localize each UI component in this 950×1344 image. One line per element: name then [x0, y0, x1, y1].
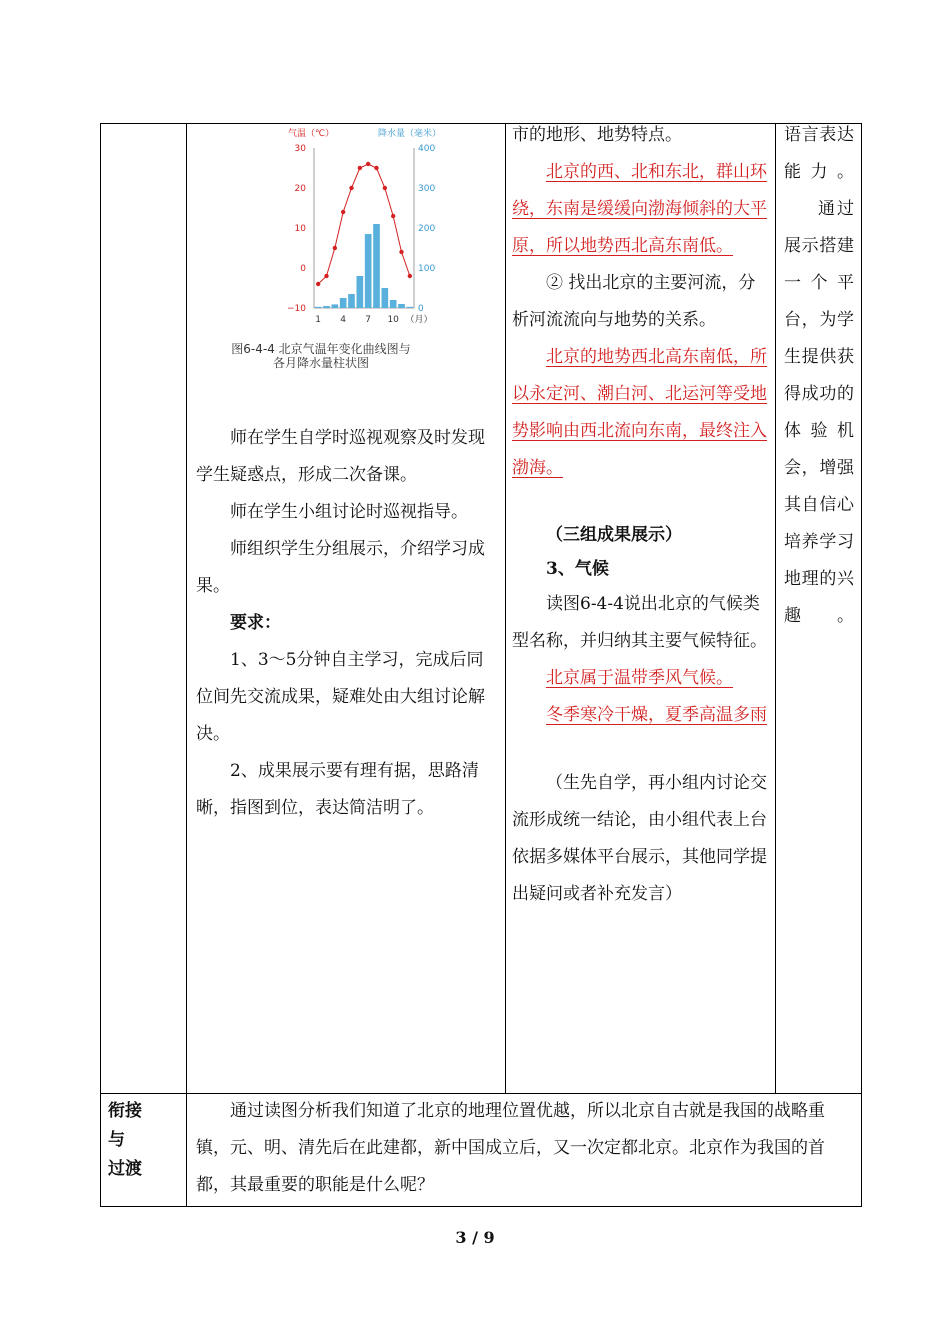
temperature-point [408, 274, 412, 278]
y-right-tick: 300 [418, 184, 436, 194]
transition-paragraph: 通过读图分析我们知道了北京的地理位置优越，所以北京自古就是我国的战略重镇，元、明、清先后在此建都，新中国成立后，又一次定都北京。北京作为我国的首都，其最重要的职能是什么呢？ [196, 1101, 825, 1195]
precip-bar [323, 306, 330, 308]
terrain-line: 市的地形、地势特点。 [512, 125, 682, 145]
teacher-p2: 师在学生小组讨论时巡视指导。 [230, 502, 468, 522]
answer-rivers: 北京的地势西北高东南低，所以永定河、潮白河、北运河等受地势影响由西北流向东南，最终注入渤海。 [512, 347, 767, 478]
precip-bar [407, 307, 414, 308]
temperature-point [399, 250, 403, 254]
y-right-tick: 200 [418, 224, 436, 234]
process-note: （生先自学，再小组内讨论交流形成统一结论，由小组代表上台依据多媒体平台展示，其他同学提出疑问或者补充发言） [512, 773, 767, 904]
temperature-point [366, 162, 370, 166]
figure-caption [196, 342, 446, 370]
precip-bar [398, 304, 405, 308]
precip-bar [315, 307, 322, 308]
y-left-tick: 20 [294, 184, 306, 194]
intent-text-2: 通过展示搭建一个平台，为学生提供获得成功的体验机会，增强其自信心培养学习地理的兴趣。 [784, 199, 854, 626]
x-tick: 1 [315, 315, 322, 325]
temperature-point [349, 186, 353, 190]
teacher-p3: 师组织学生分组展示，介绍学习成果。 [196, 539, 485, 596]
page-number: 3 / 9 [455, 1228, 495, 1247]
question-rivers: ② 找出北京的主要河流，分析河流流向与地势的关系。 [512, 273, 756, 330]
y-left-tick: 30 [294, 144, 306, 154]
y-right-tick: 0 [418, 304, 424, 314]
temperature-point [324, 274, 328, 278]
requirements-title: 要求： [230, 613, 281, 633]
y-left-tick: 0 [300, 264, 306, 274]
x-tick: 7 [365, 315, 372, 325]
x-axis-label: （月） [405, 315, 433, 325]
x-tick: 4 [340, 315, 347, 325]
intent-text-1: 语言表达能力。 [784, 125, 854, 182]
answer-terrain: 北京的西、北和东北，群山环绕，东南是缓缓向渤海倾斜的大平原，所以地势西北高东南低。 [512, 162, 767, 256]
transition-text [196, 1093, 856, 1204]
teacher-p1: 师在学生自学时巡视观察及时发现学生疑惑点，形成二次备课。 [196, 428, 485, 485]
climate-chart [272, 124, 452, 328]
temperature-point [316, 282, 320, 286]
y-left-tick: 10 [294, 224, 306, 234]
precip-bar [382, 288, 389, 308]
y-right-tick: 100 [418, 264, 436, 274]
student-activity-cell [512, 117, 768, 913]
precip-bar [340, 298, 347, 308]
x-tick: 10 [387, 315, 399, 325]
teacher-activity-cell [196, 420, 496, 827]
caption-line-2: 各月降水量柱状图 [272, 356, 369, 370]
design-intent-cell [784, 117, 854, 635]
y-left-label: 气温（℃） [288, 129, 335, 139]
temperature-line [318, 164, 410, 284]
y-right-tick: 400 [418, 144, 436, 154]
y-left-tick: −10 [287, 304, 306, 314]
caption-line-1: 图6-4-4 北京气温年变化曲线图与 [231, 342, 411, 356]
temperature-point [341, 210, 345, 214]
answer-climate-type: 北京属于温带季风气候。 [546, 668, 733, 688]
precip-bar [373, 224, 380, 308]
y-right-label: 降水量（毫米） [378, 129, 442, 139]
precip-bar [365, 234, 372, 308]
answer-climate-features: 冬季寒冷干燥，夏季高温多雨 [546, 705, 767, 725]
precip-bar [348, 294, 355, 308]
requirement-2: 2、成果展示要有理有据，思路清晰，指图到位，表达简洁明了。 [196, 761, 479, 818]
group3-heading: （三组成果展示） [546, 525, 682, 545]
temperature-point [358, 166, 362, 170]
precip-bar [332, 304, 339, 308]
temperature-point [383, 186, 387, 190]
transition-label: 衔接 与 过渡 [108, 1101, 142, 1179]
question-climate: 读图6-4-4说出北京的气候类型名称，并归纳其主要气候特征。 [512, 594, 767, 651]
temperature-point [374, 166, 378, 170]
temperature-point [391, 214, 395, 218]
precip-bar [390, 300, 397, 308]
temperature-point [333, 246, 337, 250]
requirement-1: 1、3～5分钟自主学习，完成后同位间先交流成果，疑难处由大组讨论解决。 [196, 650, 485, 744]
climate-heading: 3、气候 [546, 559, 609, 579]
precip-bar [357, 276, 364, 308]
